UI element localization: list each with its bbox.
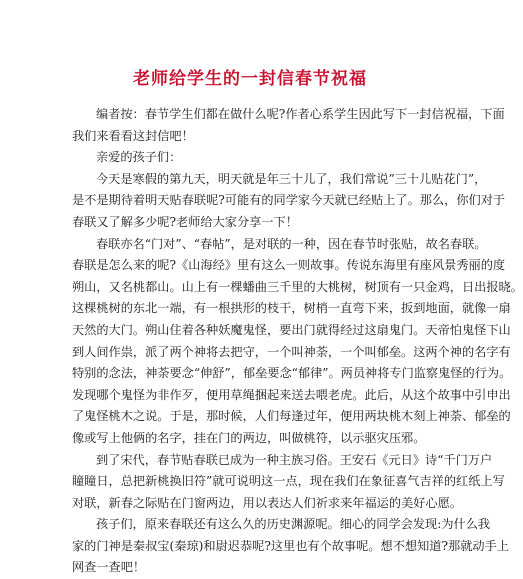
text-line: 亲爱的孩子们： <box>96 150 182 165</box>
text-line: 这棵桃树的东北一端，有一根拱形的枝干，树梢一直弯下来，扳到地面，就像一扇 <box>72 301 511 316</box>
text-line: 春联是怎么来的呢?《山海经》里有这么一则故事。传说东海里有座风景秀丽的度 <box>72 258 506 273</box>
text-line: 孩子们，原来春联还有这么久的历史渊源呢。细心的同学会发现:为什么我 <box>96 517 491 532</box>
text-line: 网查一查吧！ <box>72 560 146 575</box>
document-body <box>72 104 523 579</box>
text-line: 春联又了解多少呢?老师给大家分享一下！ <box>72 214 298 229</box>
text-line: 是不是期待着明天贴春联呢?可能有的同学家今天就已经贴上了。那么，你们对于 <box>72 193 506 208</box>
text-line: 瞳瞳日，总把新桃换旧符”就可说明这一点，现在我们在象征喜气吉祥的红纸上写 <box>72 474 505 489</box>
text-line: 发现哪个鬼怪为非作歹，便用草绳捆起来送去喂老虎。此后，从这个故事中引申出 <box>72 387 511 402</box>
text-line: 朔山，又名桃都山。山上有一棵蟠曲三千里的大桃树，树顶有一只金鸡，日出报晓。 <box>72 279 523 294</box>
text-line: 对联，新春之际贴在门窗两边，用以表达人们祈求来年福运的美好心愿。 <box>72 495 462 510</box>
text-line: 特别的念法，神荼要念“伸舒”，郁垒要念“郁律”。两员神将专门监察鬼怪的行为。 <box>72 366 512 381</box>
text-line: 到了宋代，春节贴春联已成为一种主族习俗。王安石《元日》诗“千门万户 <box>96 452 493 467</box>
text-line: 到人间作祟，派了两个神将去把守，一个叫神荼，一个叫郁垒。这两个神的名字有 <box>72 344 511 359</box>
document-title: 老师给学生的一封信春节祝福 <box>133 69 367 89</box>
text-line: 今天是寒假的第九天，明天就是年三十儿了，我们常说”三十儿贴花门”， <box>96 171 487 186</box>
text-line: 编者按：春节学生们都在做什么呢?作者心系学生因此写下一封信祝福，下面 <box>96 107 505 121</box>
text-line: 春联亦名“门对”、“春帖”，是对联的一种，因在春节时张贴，故名春联。 <box>96 236 487 251</box>
text-line: 了鬼怪桃木之说。于是，那时候，人们每逢过年，便用两块桃木刻上神荼、郁垒的 <box>72 409 511 424</box>
text-line: 像或写上他俩的名字，挂在门的两边，叫做桃符，以示驱灾压邪。 <box>72 430 426 445</box>
text-line: 天然的大门。朔山住着各种妖魔鬼怪，要出门就得经过这扇鬼门。天帝怕鬼怪下山 <box>72 322 511 337</box>
text-line: 我们来看看这封信吧！ <box>72 128 194 143</box>
text-line: 家的门神是秦叔宝(秦琼)和尉迟恭呢?这里也有个故事呢。想不想知道?那就动手上 <box>72 538 509 553</box>
